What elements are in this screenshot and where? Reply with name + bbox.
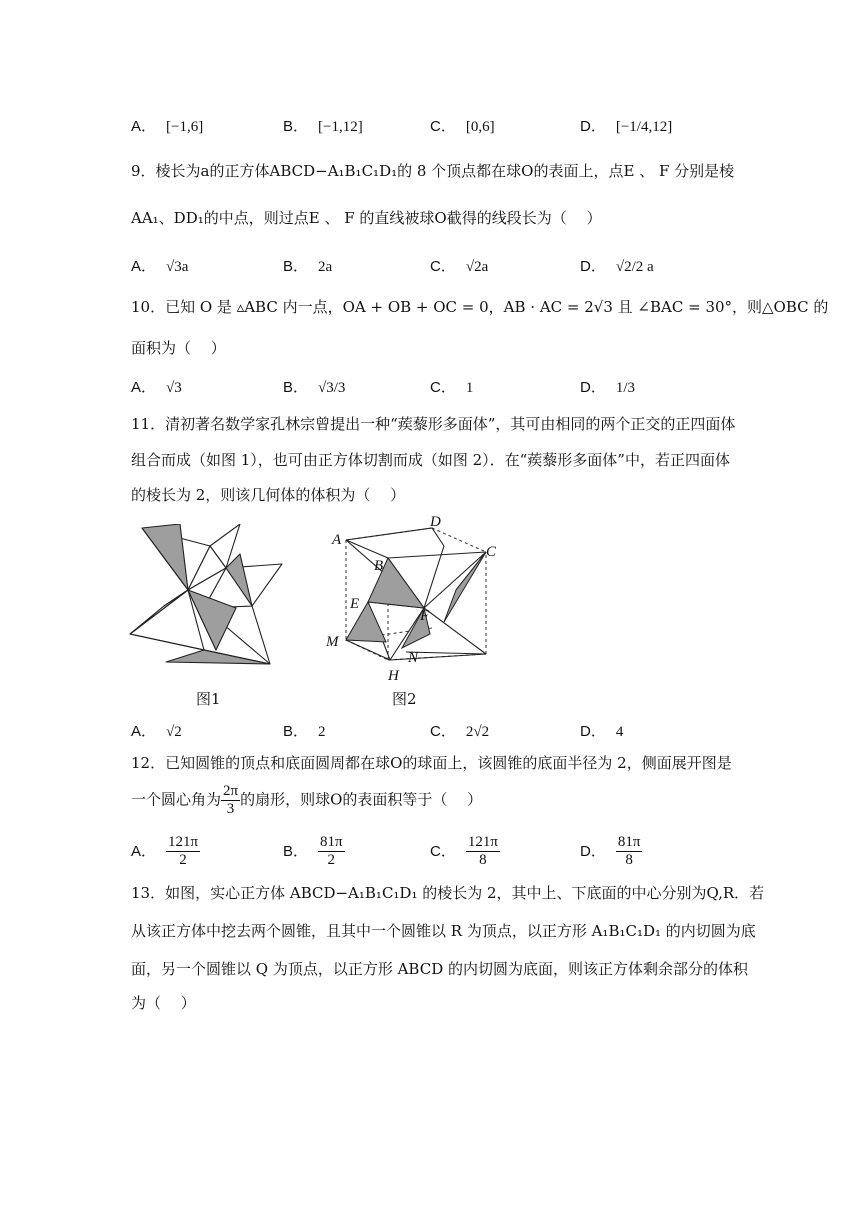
q9-option-d: D． √2/2 a: [580, 258, 654, 275]
q10-option-d: D． 1/3: [580, 379, 636, 396]
q11-option-b: B． 2: [283, 723, 326, 740]
q9-stem-line1: 9．棱长为a的正方体ABCD−A₁B₁C₁D₁的 8 个顶点都在球O的表面上，点E 、 F 分别是棱: [131, 162, 735, 180]
q8-option-b: B． [−1,12]: [283, 118, 363, 135]
fig2-label-f: F: [420, 608, 430, 624]
q12-stem-line1: 12．已知圆锥的顶点和底面圆周都在球O的球面上，该圆锥的底面半径为 2，侧面展开图是: [131, 754, 732, 772]
fig2-label-m: M: [326, 634, 339, 650]
q13-stem-line1: 13．如图，实心正方体 ABCD−A₁B₁C₁D₁ 的棱长为 2，其中上、下底面的中心分别为Q,R．若: [131, 884, 765, 902]
figure-1-stellated-octahedron: [126, 524, 290, 666]
q11-option-d: D． 4: [580, 723, 624, 740]
q8-option-d: D． [−1/4,12]: [580, 118, 673, 135]
fig2-label-d: D: [430, 514, 441, 530]
q12-central-angle-fraction: $\frac{2\pi}{3}$: [223, 783, 239, 817]
q9-option-a: A． √3a: [131, 258, 189, 275]
q10-stem-line2: 面积为（ ）: [131, 339, 226, 357]
q8-option-c: C． [0,6]: [430, 118, 495, 135]
q11-option-a: A． √2: [131, 723, 182, 740]
q13-stem-line3: 面，另一个圆锥以 Q 为顶点，以正方形 ABCD 的内切圆为底面，则该正方体剩余部分的体积: [131, 960, 749, 978]
q12-option-a: A． $\frac{121\pi}{2}$: [131, 834, 199, 868]
q11-stem-line1: 11．清初著名数学家孔林宗曾提出一种“蒺藜形多面体”，其可由相同的两个正交的正四面体: [131, 415, 736, 433]
figure-2-cube-cut: [326, 514, 506, 686]
q10-option-a: A． √3: [131, 379, 182, 396]
q9-option-b: B． 2a: [283, 258, 333, 275]
q12-option-b: B． $\frac{81\pi}{2}$: [283, 834, 343, 868]
figure-1-caption: 图1: [196, 690, 221, 708]
q11-option-c: C． 2√2: [430, 723, 490, 740]
fig2-label-n: N: [408, 650, 419, 666]
fig2-label-h: H: [388, 668, 399, 684]
fig2-label-c: C: [486, 544, 497, 560]
q10-option-c: C． 1: [430, 379, 474, 396]
figure-2-caption: 图2: [392, 690, 417, 708]
q11-stem-line2: 组合而成（如图 1），也可由正方体切割而成（如图 2）．在“蒺藜形多面体”中，若正四面体: [131, 451, 730, 469]
q9-stem-line2: AA₁、DD₁的中点，则过点E 、 F 的直线被球O截得的线段长为（ ）: [131, 209, 602, 227]
q12-stem-line2: 一个圆心角为 $\frac{2\pi}{3}$ 的扇形，则球O的表面积等于（ ）: [131, 783, 483, 817]
q12-option-d: D． $\frac{81\pi}{8}$: [580, 834, 641, 868]
q10-option-b: B． √3/3: [283, 379, 346, 396]
q8-option-a: A． [−1,6]: [131, 118, 204, 135]
q12-option-c: C． $\frac{121\pi}{8}$: [430, 834, 498, 868]
fig2-label-a: A: [332, 532, 342, 548]
q13-stem-line2: 从该正方体中挖去两个圆锥，且其中一个圆锥以 R 为顶点，以正方形 A₁B₁C₁D₁ 的内切圆为底: [131, 922, 756, 940]
q9-option-c: C． √2a: [430, 258, 489, 275]
fig2-label-e: E: [350, 596, 360, 612]
fig2-label-b: B: [374, 558, 384, 574]
q10-stem-line1: 10．已知 O 是 ▵ABC 内一点，OA + OB + OC = 0，AB · AC = 2√3 且 ∠BAC = 30°，则△OBC 的: [131, 298, 829, 316]
q13-stem-line4: 为（ ）: [131, 994, 196, 1012]
q11-stem-line3: 的棱长为 2，则该几何体的体积为（ ）: [131, 486, 406, 504]
